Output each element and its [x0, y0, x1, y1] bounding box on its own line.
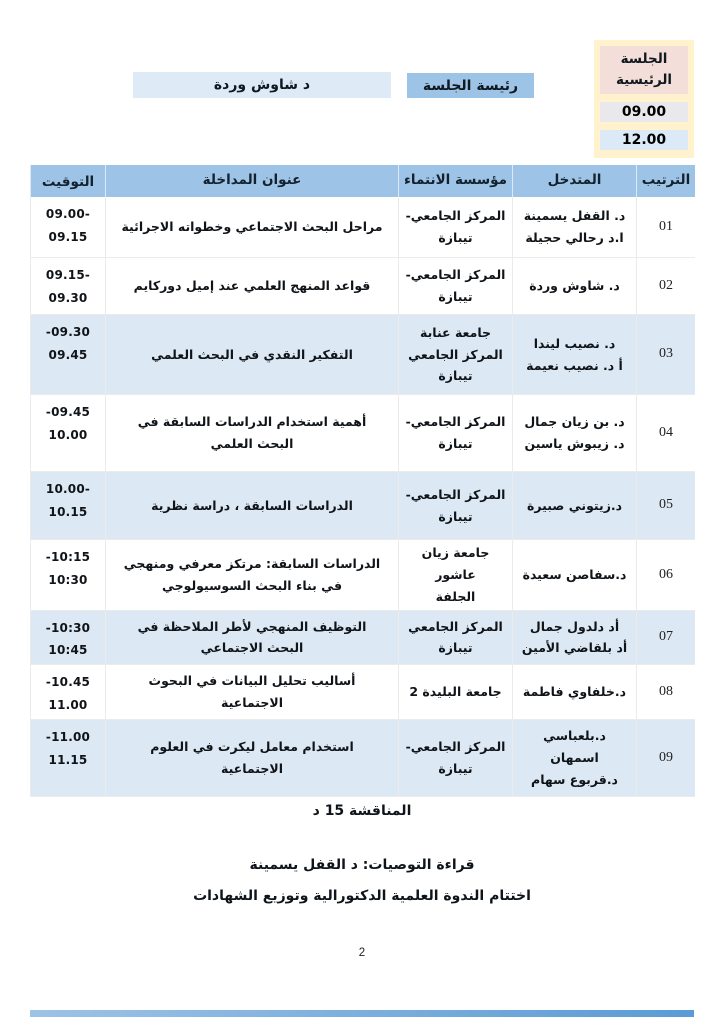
title-cell-line: الدراسات السابقة ، دراسة نظرية [151, 497, 353, 513]
title-cell [105, 540, 398, 611]
order-cell [636, 197, 695, 258]
time-cell-line: 10:45 [48, 643, 88, 658]
affiliation-cell-line: جامعة البليدة 2 [409, 684, 502, 700]
order-cell [636, 720, 695, 797]
table-row [30, 540, 695, 611]
time-cell [30, 395, 105, 472]
time-cell-line: -11.00 [45, 729, 91, 744]
time-cell-line: 10.15 [48, 504, 88, 519]
title-cell [105, 315, 398, 395]
affiliation-cell [398, 665, 512, 720]
affiliation-cell-line: تيبازة [438, 760, 473, 776]
time-cell-line: 10.00- [45, 482, 91, 496]
order-cell [636, 611, 695, 666]
schedule-table [30, 165, 695, 797]
title-cell [105, 472, 398, 540]
affiliation-cell-line: تيبازة [438, 436, 473, 451]
speaker-cell [512, 197, 636, 258]
table-row [30, 315, 695, 395]
table-row [30, 258, 695, 315]
table-row [30, 395, 695, 472]
time-cell-line: 09.45 [48, 347, 88, 362]
title-cell-line: أهمية استخدام الدراسات السابقة في البحث العلمي [137, 414, 367, 451]
affiliation-cell-line: تيبازة [438, 230, 473, 245]
time-cell [30, 197, 105, 258]
title-cell-line: التوظيف المنهجي لأطر الملاحظة في البحث الاجتماعي [137, 618, 367, 656]
page-number: 2 [358, 947, 366, 959]
order-cell [636, 315, 695, 395]
session-chair-name: د شاوش وردة [133, 72, 391, 98]
header-speaker: المتدخل [512, 165, 636, 197]
affiliation-cell-line: المركز الجامعي- [405, 208, 506, 224]
affiliation-cell-line: المركز الجامعي- [405, 414, 506, 430]
time-cell [30, 540, 105, 611]
speaker-cell-line: د.بلعباسي اسمهان [543, 728, 606, 765]
speaker-cell-line: د.خلفاوي فاطمة [522, 684, 627, 700]
time-cell [30, 258, 105, 315]
affiliation-cell-line: تيبازة [438, 368, 473, 384]
title-cell-line: استخدام معامل ليكرت في العلوم الاجتماعية [150, 738, 354, 776]
table-row [30, 665, 695, 720]
order-cell-line: 03 [659, 346, 673, 362]
affiliation-cell-line: تيبازة [438, 508, 473, 524]
time-cell-line: 09.15 [48, 229, 88, 244]
speaker-cell [512, 395, 636, 472]
order-cell-line: 02 [659, 277, 673, 293]
order-cell [636, 472, 695, 540]
affiliation-cell-line: المركز الجامعي- [405, 738, 506, 754]
order-cell [636, 395, 695, 472]
speaker-cell-line: أ د. نصيب نعيمة [526, 357, 623, 373]
title-cell-line: مراحل البحث الاجتماعي وخطواته الاجرائية [121, 219, 383, 235]
header-time: التوقيت [30, 165, 105, 197]
schedule-table-body [30, 197, 695, 797]
title-cell [105, 720, 398, 797]
title-cell-line: أساليب تحليل البيانات في البحوث الاجتماعية [148, 673, 356, 711]
affiliation-cell [398, 611, 512, 666]
affiliation-cell-line: تيبازة [438, 289, 473, 304]
closing-note: اختتام الندوة العلمية الدكتورالية وتوزيع الشهادات [193, 888, 531, 904]
speaker-cell-line: د. بن زيان جمال [524, 414, 625, 430]
speaker-cell-line: د.سفاصن سعيدة [522, 566, 627, 582]
speaker-cell-line: د.زيتوني صبيرة [526, 497, 623, 513]
speaker-cell [512, 720, 636, 797]
affiliation-cell-line: المركز الجامعي- [405, 267, 506, 283]
order-cell-line: 05 [659, 497, 673, 513]
affiliation-cell [398, 472, 512, 540]
speaker-cell [512, 315, 636, 395]
time-cell-line: -10:30 [45, 620, 91, 635]
affiliation-cell [398, 197, 512, 258]
time-cell-line: 09.15- [45, 268, 91, 282]
speaker-cell [512, 665, 636, 720]
title-cell [105, 258, 398, 315]
title-cell-line: قواعد المنهج العلمي عند إميل دوركايم [133, 278, 371, 294]
title-cell [105, 395, 398, 472]
title-cell [105, 611, 398, 666]
time-cell-line: -09.30 [45, 325, 91, 339]
speaker-cell-line: د. القفل يسمينة [523, 208, 626, 224]
title-cell-line: الدراسات السابقة: مرتكز معرفي ومنهجي في بناء البحث السوسيولوجي [123, 555, 381, 593]
time-cell-line: 09.30 [48, 290, 88, 305]
affiliation-cell [398, 540, 512, 611]
discussion-note: المناقشة 15 د [312, 803, 412, 819]
speaker-cell-line: ا.د رحالي حجيلة [525, 230, 624, 245]
table-row [30, 472, 695, 540]
order-cell-line: 09 [659, 749, 673, 765]
speaker-cell [512, 258, 636, 315]
speaker-cell-line: د. نصيب ليندا [533, 335, 616, 351]
time-cell-line: 10:30 [48, 572, 88, 587]
session-start-time: 09.00 [600, 102, 688, 122]
speaker-cell-line: أد بلقاضي الأمين [521, 640, 628, 656]
order-cell [636, 258, 695, 315]
recommendations-note: قراءة التوصيات: د القفل يسمينة [249, 857, 475, 873]
order-cell-line: 08 [659, 683, 673, 699]
table-row [30, 197, 695, 258]
speaker-cell-line: د. شاوش وردة [529, 278, 620, 294]
speaker-cell-line: أد دلدول جمال [529, 618, 620, 634]
time-cell-line: 10.00 [48, 427, 88, 442]
affiliation-cell-line: المركز الجامعي [408, 618, 503, 634]
affiliation-cell-line: تيبازة [438, 640, 473, 656]
order-cell-line: 06 [659, 566, 673, 582]
speaker-cell [512, 472, 636, 540]
time-cell [30, 665, 105, 720]
session-chair-label: رئيسة الجلسة [407, 73, 534, 98]
affiliation-cell [398, 720, 512, 797]
header-affiliation: مؤسسة الانتماء [398, 165, 512, 197]
time-cell-line: -09.45 [45, 405, 91, 419]
affiliation-cell-line: جامعة زيان عاشور [421, 545, 490, 582]
title-cell [105, 197, 398, 258]
speaker-cell [512, 540, 636, 611]
title-cell [105, 665, 398, 720]
affiliation-cell-line: المركز الجامعي- [405, 486, 506, 502]
order-cell [636, 540, 695, 611]
speaker-cell [512, 611, 636, 666]
main-session-box [594, 40, 694, 158]
time-cell-line: 11.15 [48, 752, 88, 767]
decorative-footer-bar [30, 1010, 694, 1017]
main-session-title: الجلسة الرئيسية [600, 46, 688, 94]
time-cell-line: -10.45 [45, 675, 91, 690]
order-cell [636, 665, 695, 720]
affiliation-cell-line: الجلفة [435, 588, 476, 604]
table-header-row [30, 165, 695, 197]
time-cell [30, 315, 105, 395]
time-cell [30, 472, 105, 540]
order-cell-line: 04 [659, 424, 673, 440]
time-cell-line: -10:15 [45, 550, 91, 564]
speaker-cell-line: د. زيبوش ياسين [524, 436, 625, 451]
affiliation-cell [398, 395, 512, 472]
affiliation-cell-line: جامعة عنابة [419, 324, 492, 340]
order-cell-line: 07 [659, 629, 673, 645]
header-title: عنوان المداخلة [105, 165, 398, 197]
table-row [30, 611, 695, 666]
time-cell-line: 11.00 [48, 698, 88, 713]
order-cell-line: 01 [659, 218, 673, 234]
speaker-cell-line: د.قربوع سهام [531, 771, 618, 787]
session-end-time: 12.00 [600, 130, 688, 150]
title-cell-line: التفكير النقدي في البحث العلمي [151, 346, 353, 362]
time-cell-line: 09.00- [45, 207, 91, 221]
affiliation-cell [398, 315, 512, 395]
table-row [30, 720, 695, 797]
affiliation-cell-line: المركز الجامعي [408, 346, 503, 362]
time-cell [30, 611, 105, 666]
affiliation-cell [398, 258, 512, 315]
header-order: الترتيب [636, 165, 695, 197]
time-cell [30, 720, 105, 797]
